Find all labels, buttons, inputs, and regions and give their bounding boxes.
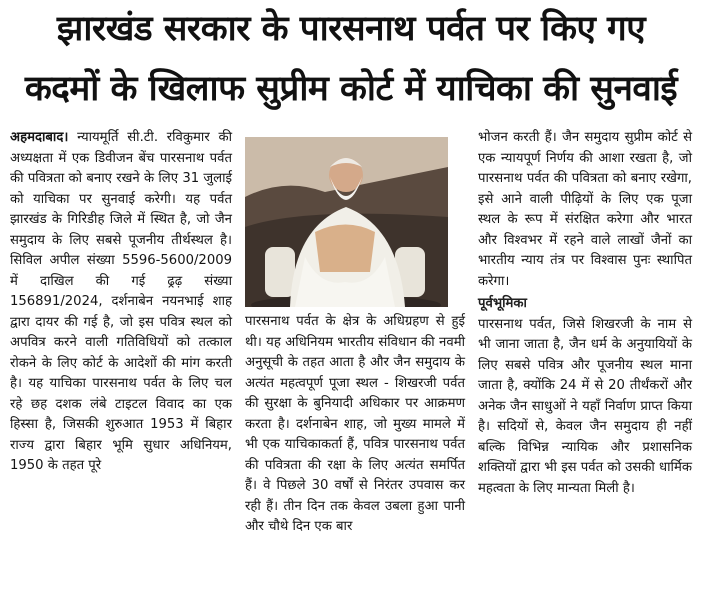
article-column-2 bbox=[245, 312, 465, 538]
column-3-body: भोजन करती हैं। जैन समुदाय सुप्रीम कोर्ट से एक न्यायपूर्ण निर्णय की आशा रखता है, जो पारसनाथ पर्वत की पवित्रता को बनाए रखेगा, इसे आने वाली पीढ़ियों के लिए एक पूजा स्थल के रूप में संरक्षित करेगा और भारत और विश्वभर में रहने वाले लाखों जैनों का भारतीय न्याय तंत्र पर विश्वास पुनः स्थापित करेगा। bbox=[478, 130, 692, 289]
column-3-background-body: पारसनाथ पर्वत, जिसे शिखरजी के नाम से भी जाना जाता है, जैन धर्म के अनुयायियों के लिए सबसे पवित्र और पूजनीय स्थल माना जाता है, क्योंकि 24 में से 20 तीर्थंकरों और अनेक जैन साधुओं ने यहाँ निर्वाण प्राप्त किया है। सदियों से, केवल जैन समुदाय ही नहीं बल्कि विभिन्न न्यायिक और प्रशासनिक शक्तियों द्वारा भी इस पर्वत को उसकी धार्मिक महत्वता के लिए मान्यता मिली है। bbox=[478, 316, 692, 496]
subheading-background: पूर्वभूमिका bbox=[478, 296, 527, 311]
article-column-3 bbox=[478, 128, 692, 499]
headline-line-1: झारखंड सरकार के पारसनाथ पर्वत पर किए गए bbox=[56, 9, 646, 49]
headline-line-2: कदमों के खिलाफ सुप्रीम कोर्ट में याचिका की सुनवाई bbox=[24, 69, 678, 109]
seated-monk-image bbox=[245, 137, 448, 307]
article-column-1 bbox=[10, 128, 232, 477]
column-1-body: न्यायमूर्ति सी.टी. रविकुमार की अध्यक्षता में एक डिवीजन बेंच पारसनाथ पर्वत की पवित्रता को बनाए रखने के लिए 31 जुलाई को याचिका पर सुनवाई करेगी। यह पर्वत झारखंड के गिरिडीह जिले में स्थित है, जो जैन समुदाय के लिए सबसे पूजनीय तीर्थस्थल है। सिविल अपील संख्या 5596-5600/2009 में दाखिल की गई ढ्रढ़ संख्या 156891/2024, दर्शनाबेन नयनभाई शाह द्वारा दायर की गई है, जो इस पवित्र स्थल को अपवित्र करने वाली गतिविधियों को तत्काल रोकने के लिए कोर्ट के आदेशों की मांग करती है। यह याचिका पारसनाथ पर्वत के लिए चल रहे छह दशक लंबे टाइटल विवाद का एक हिस्सा है, जिसकी शुरुआत 1953 में बिहार राज्य द्वारा बिहार भूमि सुधार अधिनियम, 1950 के तहत पूरे bbox=[10, 130, 232, 473]
article-photo bbox=[245, 137, 448, 307]
dateline: अहमदाबाद। bbox=[10, 130, 69, 145]
column-2-body: पारसनाथ पर्वत के क्षेत्र के अधिग्रहण से हुई थी। यह अधिनियम भारतीय संविधान की नवमी अनुसूची के तहत आता है और जैन समुदाय के अत्यंत महत्वपूर्ण पूजा स्थल - शिखरजी पर्वत की सुरक्षा के बुनियादी अधिकार पर आक्रमण करता है। दर्शनाबेन शाह, जो मुख्य मामले में भी एक याचिकाकर्ता हैं, पवित्र पारसनाथ पर्वत की पवित्रता की रक्षा के लिए अत्यंत समर्पित हैं। वे पिछले 30 वर्षों से निरंतर उपवास कर रही हैं। तीन दिन तक केवल उबला हुआ पानी और चौथे दिन एक बार bbox=[245, 314, 465, 534]
